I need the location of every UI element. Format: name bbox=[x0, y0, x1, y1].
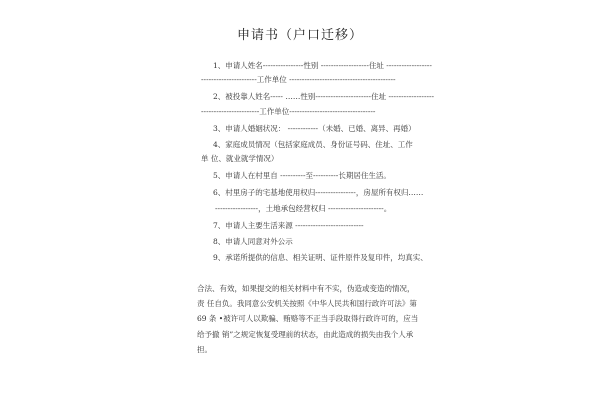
document-title: 申请书（户口迁移） bbox=[236, 28, 363, 43]
item-5-line-1: 5、申请人在村里自 ----------至----------长期居住生活。 bbox=[213, 171, 391, 180]
closing-line-2: 责 任自负。我同意公安机关按照《中华人民共和国行政许可法》第 bbox=[197, 299, 417, 308]
closing-line-5: 担。 bbox=[197, 345, 212, 354]
item-8-line-1: 8、申请人同意对外公示 bbox=[213, 237, 293, 246]
item-9-line-1: 9、承诺所提供的信息、相关证明、证件原件及复印件，均真实、 bbox=[213, 253, 428, 262]
item-1-line-1: 1、申请人姓名----------------性别 -------------------住址 ------------------ bbox=[213, 61, 432, 70]
item-6-line-1: 6、村里房子的宅基地使用权归----------------，房屋所有权归…… bbox=[213, 188, 424, 197]
closing-line-4: 给予撤 销”之规定恢复受理前的状态，由此造成的损失由我个人承 bbox=[197, 330, 414, 339]
item-4-line-1: 4、家庭成员情况（包括家庭成员、身份证号码、住址、工作 bbox=[213, 140, 413, 149]
closing-line-1: 合法、有效，如果提交的相关材料中有不实，伪造或变造的情况， bbox=[197, 284, 415, 293]
item-4-line-2: 单 位、就业就学情况） bbox=[201, 154, 279, 163]
item-7-line-1: 7、申请人主要生活来源 --------------------------- bbox=[213, 221, 364, 230]
item-3-line-1: 3、申请人婚姻状况： ------------（未婚、已婚、离异、再婚） bbox=[213, 124, 416, 133]
closing-line-3: 69 条 •被许可人以欺骗、贿赂等不正当手段取得行政许可的，应当 bbox=[197, 314, 419, 323]
item-1-line-2: ----------------------工作单位 ------------------------------------------ bbox=[201, 75, 396, 84]
item-2-line-1: 2、被投靠人姓名----- ……性别----------------------住址 ------------------ bbox=[213, 92, 435, 101]
item-6-line-2: -----------------，土地承包经营权归 ----------------------。 bbox=[215, 204, 392, 213]
item-2-line-2: -----------------------工作单位---------------------------------- bbox=[201, 107, 376, 116]
